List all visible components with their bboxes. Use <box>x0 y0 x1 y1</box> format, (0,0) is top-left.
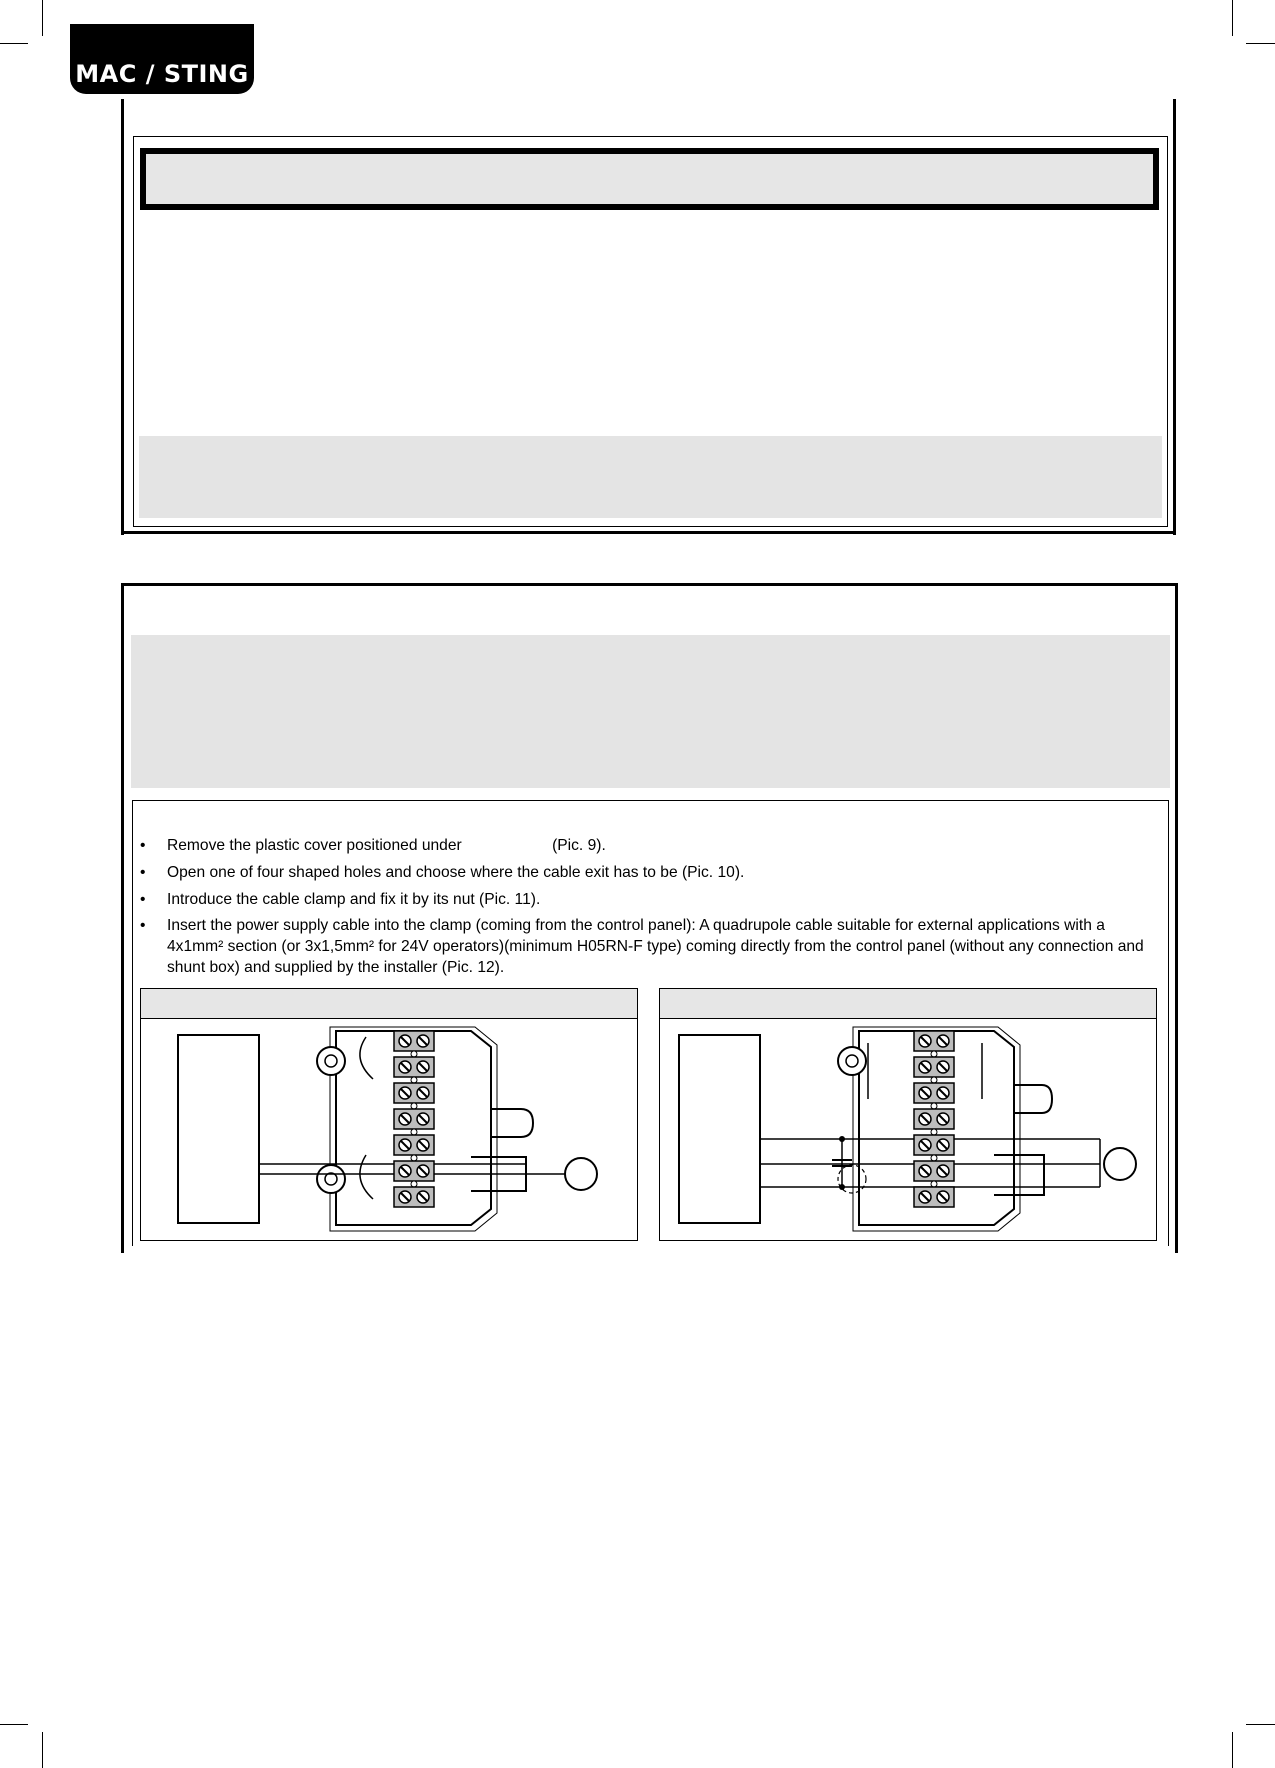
instruction-list <box>140 834 1164 981</box>
terminal-screw <box>399 1139 411 1151</box>
terminal-link <box>931 1129 937 1135</box>
wiring-figure-right <box>659 988 1157 1241</box>
figure-caption-bar <box>660 989 1156 1019</box>
mount-lug <box>838 1047 866 1075</box>
terminal-screw <box>919 1165 931 1177</box>
terminal-link <box>931 1181 937 1187</box>
terminal <box>394 1161 434 1181</box>
terminal <box>394 1031 434 1051</box>
terminal <box>394 1083 434 1103</box>
section-header-bar <box>140 148 1159 210</box>
terminal-screw <box>417 1113 429 1125</box>
terminal-block <box>914 1031 954 1207</box>
terminal-screw <box>937 1139 949 1151</box>
terminal-screw <box>417 1087 429 1099</box>
figure-caption-bar <box>141 989 637 1019</box>
crop-mark <box>1246 1724 1275 1725</box>
terminal <box>914 1135 954 1155</box>
terminal-screw <box>399 1191 411 1203</box>
wiring-diagram-right <box>660 1019 1156 1240</box>
terminal <box>914 1161 954 1181</box>
terminal-screw <box>399 1165 411 1177</box>
brand-label: MAC / STING <box>75 60 249 88</box>
terminal-link <box>931 1155 937 1161</box>
crop-mark <box>42 1732 43 1768</box>
crop-mark <box>1232 1732 1233 1768</box>
terminal <box>914 1083 954 1103</box>
terminal-link <box>411 1077 417 1083</box>
terminal-screw <box>399 1087 411 1099</box>
terminal-screw <box>937 1035 949 1047</box>
crop-mark <box>1246 43 1275 44</box>
terminal-link <box>931 1103 937 1109</box>
terminal-screw <box>937 1061 949 1073</box>
wire-junction <box>839 1136 845 1142</box>
terminal <box>914 1109 954 1129</box>
wiring-diagram-left <box>141 1019 637 1240</box>
terminal-screw <box>919 1087 931 1099</box>
terminal-link <box>931 1051 937 1057</box>
terminal-screw <box>417 1061 429 1073</box>
terminal-screw <box>937 1087 949 1099</box>
terminal-block <box>394 1031 434 1207</box>
terminal-screw <box>919 1113 931 1125</box>
terminal-screw <box>417 1139 429 1151</box>
terminal-screw <box>919 1035 931 1047</box>
terminal <box>394 1057 434 1077</box>
terminal-screw <box>399 1061 411 1073</box>
warning-panel <box>131 635 1170 788</box>
terminal-link <box>411 1051 417 1057</box>
list-item <box>140 861 1164 885</box>
crop-mark <box>0 43 28 44</box>
cable-clamp <box>994 1155 1044 1195</box>
list-item <box>140 888 1164 912</box>
motor-symbol <box>1104 1148 1136 1180</box>
terminal-link <box>411 1181 417 1187</box>
crop-mark <box>42 0 43 36</box>
terminal-link <box>411 1155 417 1161</box>
crop-mark <box>0 1724 28 1725</box>
terminal-screw <box>919 1139 931 1151</box>
motor-symbol <box>565 1158 597 1190</box>
terminal-screw <box>919 1191 931 1203</box>
terminal-screw <box>417 1165 429 1177</box>
wiring-figure-left <box>140 988 638 1241</box>
mount-lug <box>317 1165 345 1193</box>
mount-lug <box>317 1047 345 1075</box>
terminal-link <box>411 1129 417 1135</box>
seal-curve <box>360 1037 373 1079</box>
control-box <box>679 1035 760 1223</box>
terminal-screw <box>399 1035 411 1047</box>
list-item-text: Insert the power supply cable into the clamp (coming from the control panel): A quadrupole cable suitable for external applications with a 4x1mm² section (or 3x1,5mm² for 24V operators)(minimum H05RN-F type) coming directly from the control panel (without any connection and shunt box) and supplied by the installer (Pic. 12). <box>167 917 1144 976</box>
terminal-screw <box>937 1165 949 1177</box>
terminal-screw <box>937 1113 949 1125</box>
terminal-link <box>931 1077 937 1083</box>
terminal <box>914 1031 954 1051</box>
control-box <box>178 1035 259 1223</box>
wire-junction <box>839 1184 845 1190</box>
note-panel <box>139 436 1162 518</box>
list-item-text: (Pic. 9). <box>552 837 606 854</box>
list-item <box>140 834 1164 858</box>
terminal <box>914 1187 954 1207</box>
list-item-text: Introduce the cable clamp and fix it by its nut (Pic. 11). <box>167 891 541 908</box>
seal-curve <box>360 1155 373 1199</box>
list-item <box>140 915 1164 978</box>
terminal-screw <box>937 1191 949 1203</box>
terminal-screw <box>919 1061 931 1073</box>
terminal-screw <box>417 1191 429 1203</box>
brand-tab <box>70 24 254 94</box>
list-item-text: Open one of four shaped holes and choose where the cable exit has to be (Pic. 10). <box>167 864 745 881</box>
terminal <box>914 1057 954 1077</box>
terminal-screw <box>417 1035 429 1047</box>
terminal <box>394 1187 434 1207</box>
list-item-text: Remove the plastic cover positioned under <box>167 837 462 854</box>
terminal <box>394 1135 434 1155</box>
terminal <box>394 1109 434 1129</box>
crop-mark <box>1232 0 1233 36</box>
terminal-link <box>411 1103 417 1109</box>
terminal-screw <box>399 1113 411 1125</box>
